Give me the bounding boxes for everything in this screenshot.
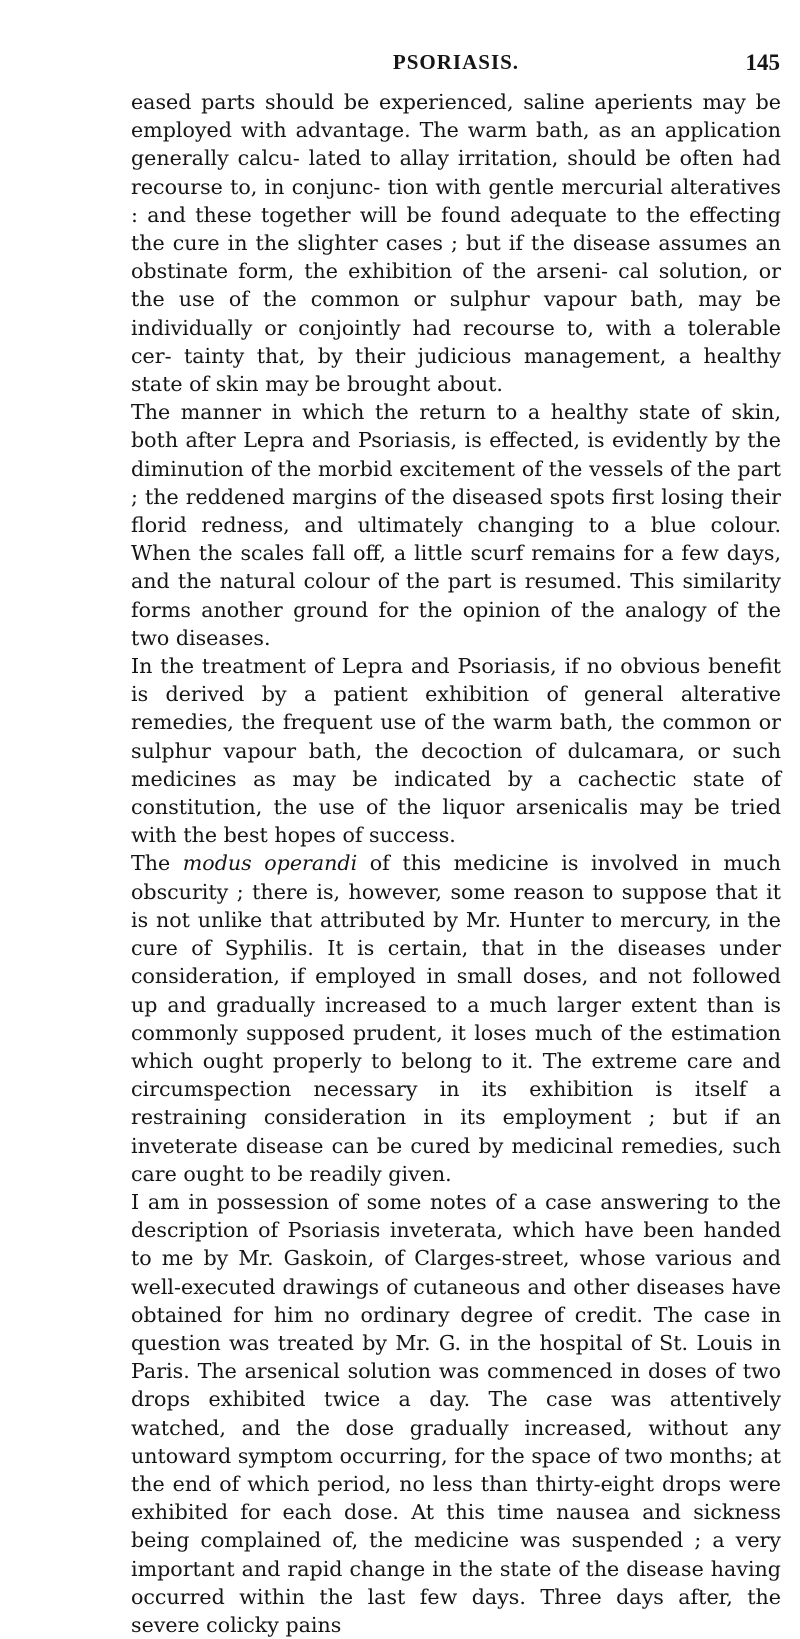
body-text <box>131 88 781 1639</box>
page-number: 145 <box>745 50 780 75</box>
paragraph-2: The manner in which the return to a healthy state of skin, both after Lepra and Psoriasis, is effected, is evidently by the diminution of the morbid excitement of the vessels of the part ; the reddened margins of the diseased spots first losing their florid redness, and ultimately changing to a blue colour. When the scales fall off, a little scurf remains for a few days, and the natural colour of the part is resumed. This similarity forms another ground for the opinion of the analogy of the two diseases. <box>131 400 781 650</box>
paragraph-4 <box>131 849 781 1187</box>
running-title: PSORIASIS. <box>392 50 520 74</box>
paragraph-3: In the treatment of Lepra and Psoriasis, if no obvious benefit is derived by a patient exhibition of general alterative remedies, the frequent use of the warm bath, the common or sulphur vapour bath, the decoction of dulcamara, or such medicines as may be indicated by a cachectic state of constitution, the use of the liquor arsenicalis may be tried with the best hopes of success. <box>131 654 781 848</box>
paragraph-4-rest: of this medicine is involved in much obscurity ; there is, however, some reason to suppose that it is not unlike that attributed by Mr. Hunter to mercury, in the cure of Syphilis. It is certain, that in the diseases under consideration, if employed in small doses, and not followed up and gradually increased to a much larger extent than is commonly supposed prudent, it loses much of the estimation which ought properly to belong to it. The extreme care and circumspection necessary in its exhibition is itself a restraining consideration in its employment ; but if an inveterate disease can be cured by medicinal remedies, such care ought to be readily given. <box>131 851 781 1186</box>
running-head <box>132 50 780 80</box>
italic-phrase: modus operandi <box>182 851 358 876</box>
paragraph-4-lead: The <box>131 851 183 876</box>
paragraph-5: I am in possession of some notes of a case answering to the description of Psoriasis inveterata, which have been handed to me by Mr. Gaskoin, of Clarges-street, whose various and well-executed drawings of cutaneous and other diseases have obtained for him no ordinary degree of credit. The case in question was treated by Mr. G. in the hospital of St. Louis in Paris. The arsenical solution was commenced in doses of two drops exhibited twice a day. The case was attentively watched, and the dose gradually increased, without any untoward symptom occurring, for the space of two months; at the end of which period, no less than thirty-eight drops were exhibited for each dose. At this time nausea and sickness being complained of, the medicine was suspended ; a very important and rapid change in the state of the disease having occurred within the last few days. Three days after, the severe colicky pains <box>131 1189 781 1637</box>
paragraph-1: eased parts should be experienced, saline aperients may be employed with advantage. The warm bath, as an application generally calcu- lated to allay irritation, should be often had recourse to, in conjunc- tion with gentle mercurial alteratives : and these together will be found adequate to the effecting the cure in the slighter cases ; but if the disease assumes an obstinate form, the exhibition of the arseni- cal solution, or the use of the common or sulphur vapour bath, may be individually or conjointly had recourse to, with a tolerable cer- tainty that, by their judicious management, a healthy state of skin may be brought about. <box>131 90 781 397</box>
